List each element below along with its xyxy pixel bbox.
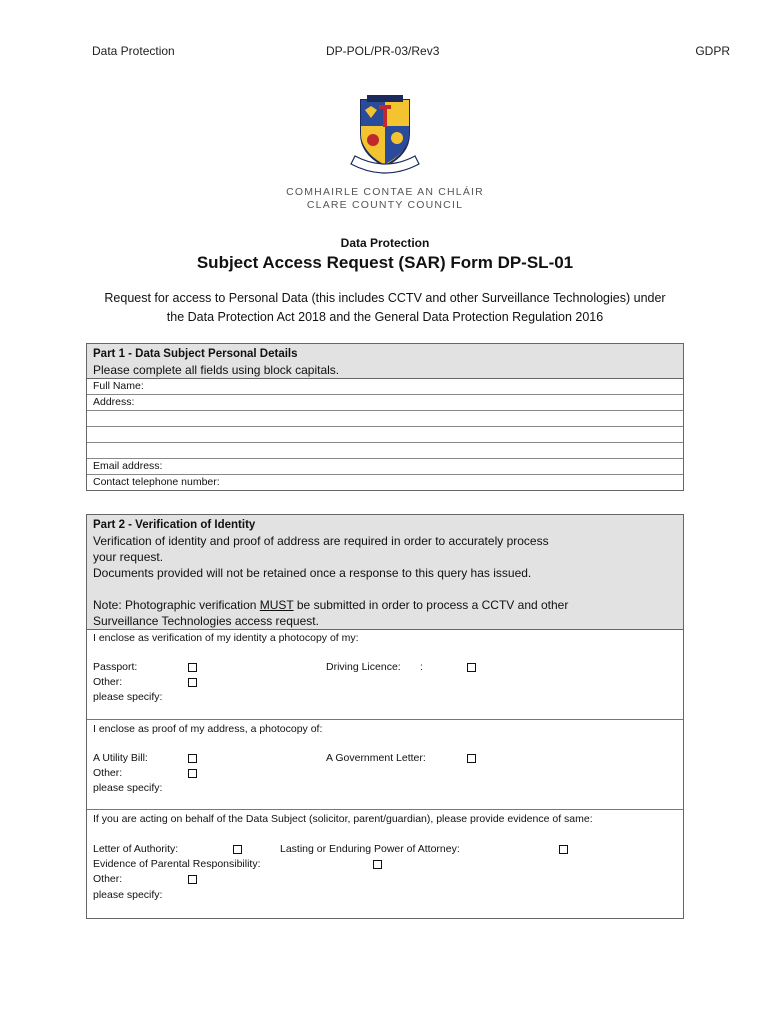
driving-licence-label: Driving Licence:: [326, 661, 401, 673]
part1-title: Part 1 - Data Subject Personal Details: [93, 348, 298, 360]
part2-header: [87, 515, 683, 630]
part1-header: [87, 344, 683, 379]
header-right: GDPR: [695, 44, 730, 58]
note-must: MUST: [259, 598, 294, 612]
passport-label: Passport:: [93, 661, 138, 673]
part1-instruction: Please complete all fields using block capitals.: [93, 363, 340, 377]
government-letter-checkbox[interactable]: [467, 754, 476, 763]
address-proof-heading: I enclose as proof of my address, a photocopy of:: [93, 723, 323, 735]
part2-title: Part 2 - Verification of Identity: [93, 519, 256, 531]
full-name-field[interactable]: Full Name:: [87, 379, 683, 395]
part2-note: [93, 597, 677, 613]
header-left: Data Protection: [92, 44, 175, 58]
intro-text: [90, 289, 680, 327]
address-line-2-field[interactable]: [87, 411, 683, 427]
intro-line-2: the Data Protection Act 2018 and the General Data Protection Regulation 2016: [166, 310, 604, 324]
note-suffix: be submitted in order to process a CCTV and other: [293, 598, 569, 612]
council-crest: [0, 94, 770, 181]
address-other-label: Other:: [93, 767, 123, 779]
utility-bill-checkbox[interactable]: [188, 754, 197, 763]
behalf-other-label: Other:: [93, 873, 123, 885]
part1-table: [86, 343, 684, 491]
behalf-section: [87, 810, 683, 918]
driving-licence-checkbox[interactable]: [467, 663, 476, 672]
address-proof-section: [87, 720, 683, 810]
identity-section: [87, 630, 683, 720]
part2-table: [86, 514, 684, 919]
identity-other-checkbox[interactable]: [188, 678, 197, 687]
council-name-irish: COMHAIRLE CONTAE AN CHLÁIR: [286, 186, 484, 198]
letter-of-authority-label: Letter of Authority:: [93, 843, 179, 855]
part2-line-3: Documents provided will not be retained once a response to this query has issued.: [93, 566, 532, 580]
behalf-heading: If you are acting on behalf of the Data Subject (solicitor, parent/guardian), please provide evidence of same:: [93, 813, 593, 825]
government-letter-label: A Government Letter:: [326, 752, 426, 764]
note-prefix: Note: Photographic verification: [93, 598, 260, 612]
crest-shield-icon: [345, 94, 425, 176]
part2-line-1: Verification of identity and proof of address are required in order to accurately process: [93, 534, 549, 548]
behalf-other-checkbox[interactable]: [188, 875, 197, 884]
power-of-attorney-checkbox[interactable]: [559, 845, 568, 854]
passport-checkbox[interactable]: [188, 663, 197, 672]
address-specify-label[interactable]: please specify:: [93, 782, 163, 794]
address-field[interactable]: Address:: [87, 395, 683, 411]
document-subtitle: Data Protection: [340, 236, 430, 250]
document-title: Subject Access Request (SAR) Form DP-SL-01: [196, 253, 574, 272]
intro-line-1: Request for access to Personal Data (this includes CCTV and other Surveillance Technologies) under: [104, 291, 666, 305]
header-document-code: DP-POL/PR-03/Rev3: [326, 44, 440, 58]
identity-specify-label[interactable]: please specify:: [93, 691, 163, 703]
address-line-3-field[interactable]: [87, 427, 683, 443]
behalf-specify-label[interactable]: please specify:: [93, 889, 163, 901]
power-of-attorney-label: Lasting or Enduring Power of Attorney:: [280, 843, 460, 855]
parental-responsibility-checkbox[interactable]: [373, 860, 382, 869]
identity-other-label: Other:: [93, 676, 123, 688]
address-other-checkbox[interactable]: [188, 769, 197, 778]
telephone-field[interactable]: Contact telephone number:: [93, 476, 220, 488]
email-field[interactable]: Email address:: [87, 459, 683, 475]
council-name-english: CLARE COUNTY COUNCIL: [306, 199, 464, 211]
part2-note-line-2: Surveillance Technologies access request.: [93, 614, 319, 628]
address-line-4-field[interactable]: [87, 443, 683, 459]
identity-heading: I enclose as verification of my identity a photocopy of my:: [93, 632, 359, 644]
utility-bill-label: A Utility Bill:: [93, 752, 148, 764]
part2-line-2: your request.: [93, 550, 164, 564]
letter-of-authority-checkbox[interactable]: [233, 845, 242, 854]
driving-licence-colon: :: [420, 661, 423, 673]
parental-responsibility-label: Evidence of Parental Responsibility:: [93, 858, 261, 870]
